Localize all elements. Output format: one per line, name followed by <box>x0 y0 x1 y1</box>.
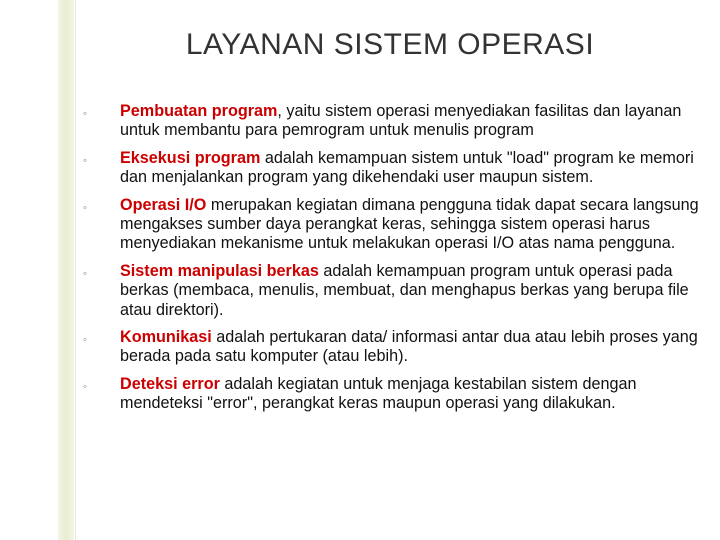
list-item <box>80 149 700 188</box>
item-term: Komunikasi <box>120 328 212 347</box>
item-term: Operasi I/O <box>120 195 207 214</box>
list-item <box>80 375 700 414</box>
decorative-border-line <box>75 0 76 540</box>
bullet-icon: ◦ <box>83 154 87 167</box>
item-term: Deteksi error <box>120 374 220 393</box>
item-term: Eksekusi program <box>120 148 261 167</box>
item-description: adalah pertukaran data/ informasi antar dua atau lebih proses yang berada pada satu komputer (atau lebih). <box>120 328 698 366</box>
item-term: Sistem manipulasi berkas <box>120 261 319 280</box>
decorative-left-border <box>58 0 74 540</box>
list-item <box>80 262 700 320</box>
bullet-icon: ◦ <box>83 380 87 393</box>
list-item <box>80 328 700 367</box>
list-item <box>80 196 700 254</box>
slide-title: LAYANAN SISTEM OPERASI <box>185 28 595 61</box>
item-description: adalah kegiatan untuk menjaga kestabilan sistem dengan mendeteksi "error", perangkat keras maupun operasi yang dilakukan. <box>120 374 637 413</box>
item-description: adalah kemampuan program untuk operasi pada berkas (membaca, menulis, membuat, dan menghapus berkas yang berupa file atau direktori). <box>120 261 689 319</box>
bullet-icon: ◦ <box>83 267 87 280</box>
item-term: Pembuatan program <box>120 102 278 120</box>
bullet-icon: ◦ <box>83 334 87 347</box>
bullet-list <box>80 102 700 414</box>
bullet-icon: ◦ <box>83 201 87 214</box>
list-item <box>80 102 700 141</box>
bullet-icon: ◦ <box>83 108 87 120</box>
item-description: merupakan kegiatan dimana pengguna tidak dapat secara langsung mengakses sumber daya perangkat keras, sehingga sistem operasi harus menyediakan mekanisme untuk melakukan operasi I/O atas nama pengguna. <box>120 195 699 253</box>
item-description: , yaitu sistem operasi menyediakan fasilitas dan layanan untuk membantu para pemrogram untuk menulis program <box>120 102 682 140</box>
item-description: adalah kemampuan sistem untuk "load" program ke memori dan menjalankan program yang dikehendaki user maupun sistem. <box>120 148 694 187</box>
